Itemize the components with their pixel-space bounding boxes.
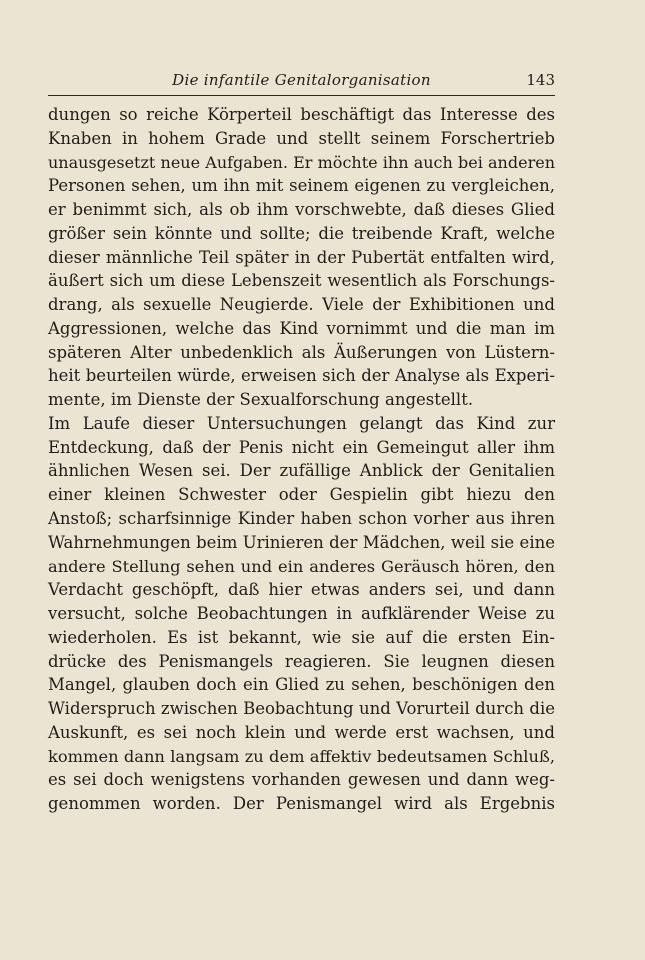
- text-line: genommen worden. Der Penismangel wird als Ergebnis: [48, 794, 555, 814]
- text-line: dieser männliche Teil später in der Pubertät entfalten wird,: [48, 247, 555, 267]
- text-line: andere Stellung sehen und ein anderes Geräusch hören, den: [48, 556, 555, 576]
- text-line: Personen sehen, um ihn mit seinem eigenen zu vergleichen,: [48, 176, 555, 196]
- text-line: Aggressionen, welche das Kind vornimmt und die man im: [48, 318, 555, 338]
- text-line: wiederholen. Es ist bekannt, wie sie auf die ersten Ein-: [48, 627, 555, 647]
- running-title: Die infantile Genitalorganisation: [172, 71, 431, 89]
- text-line: drang, als sexuelle Neugierde. Viele der Exhibitionen und: [48, 295, 555, 315]
- text-line: mente, im Dienste der Sexualforschung angestellt.: [48, 390, 474, 410]
- text-line: größer sein könnte und sollte; die treibende Kraft, welche: [48, 223, 555, 243]
- text-line: heit beurteilen würde, erweisen sich der Analyse als Experi-: [48, 366, 555, 386]
- text-line: späteren Alter unbedenklich als Äußerungen von Lüstern-: [48, 342, 555, 362]
- text-line: er benimmt sich, als ob ihm vorschwebte, daß dieses Glied: [48, 200, 555, 220]
- text-line: Mangel, glauben doch ein Glied zu sehen, beschönigen den: [48, 675, 555, 695]
- text-line: Knaben in hohem Grade und stellt seinem Forschertrieb: [48, 128, 555, 148]
- text-line: es sei doch wenigstens vorhanden gewesen und dann weg-: [48, 770, 555, 790]
- text-line: dungen so reiche Körperteil beschäftigt das Interesse des: [48, 105, 555, 124]
- text-line: versucht, solche Beobachtungen in aufklärender Weise zu: [48, 604, 555, 624]
- text-line: äußert sich um diese Lebenszeit wesentlich als Forschungs-: [48, 271, 555, 291]
- text-line: Entdeckung, daß der Penis nicht ein Gemeingut aller ihm: [48, 437, 555, 457]
- text-line: Wahrnehmungen beim Urinieren der Mädchen, weil sie eine: [48, 532, 555, 552]
- page-number: 143: [526, 71, 555, 89]
- text-line: Auskunft, es sei noch klein und werde erst wachsen, und: [48, 722, 555, 742]
- text-line: Im Laufe dieser Untersuchungen gelangt das Kind zur: [48, 413, 555, 433]
- body-text: [48, 103, 555, 816]
- text-line: ähnlichen Wesen sei. Der zufällige Anblick der Genitalien: [48, 461, 555, 481]
- text-line: kommen dann langsam zu dem affektiv bedeutsamen Schluß,: [48, 746, 555, 766]
- text-line: Widerspruch zwischen Beobachtung und Vorurteil durch die: [48, 699, 555, 719]
- text-line: einer kleinen Schwester oder Gespielin gibt hiezu den: [48, 485, 555, 505]
- text-line: Anstoß; scharfsinnige Kinder haben schon vorher aus ihren: [48, 509, 555, 529]
- text-line: Verdacht geschöpft, daß hier etwas anders sei, und dann: [48, 580, 555, 600]
- text-line: unausgesetzt neue Aufgaben. Er möchte ihn auch bei anderen: [48, 152, 555, 172]
- running-header: [48, 69, 555, 96]
- text-line: drücke des Penismangels reagieren. Sie leugnen diesen: [48, 651, 555, 671]
